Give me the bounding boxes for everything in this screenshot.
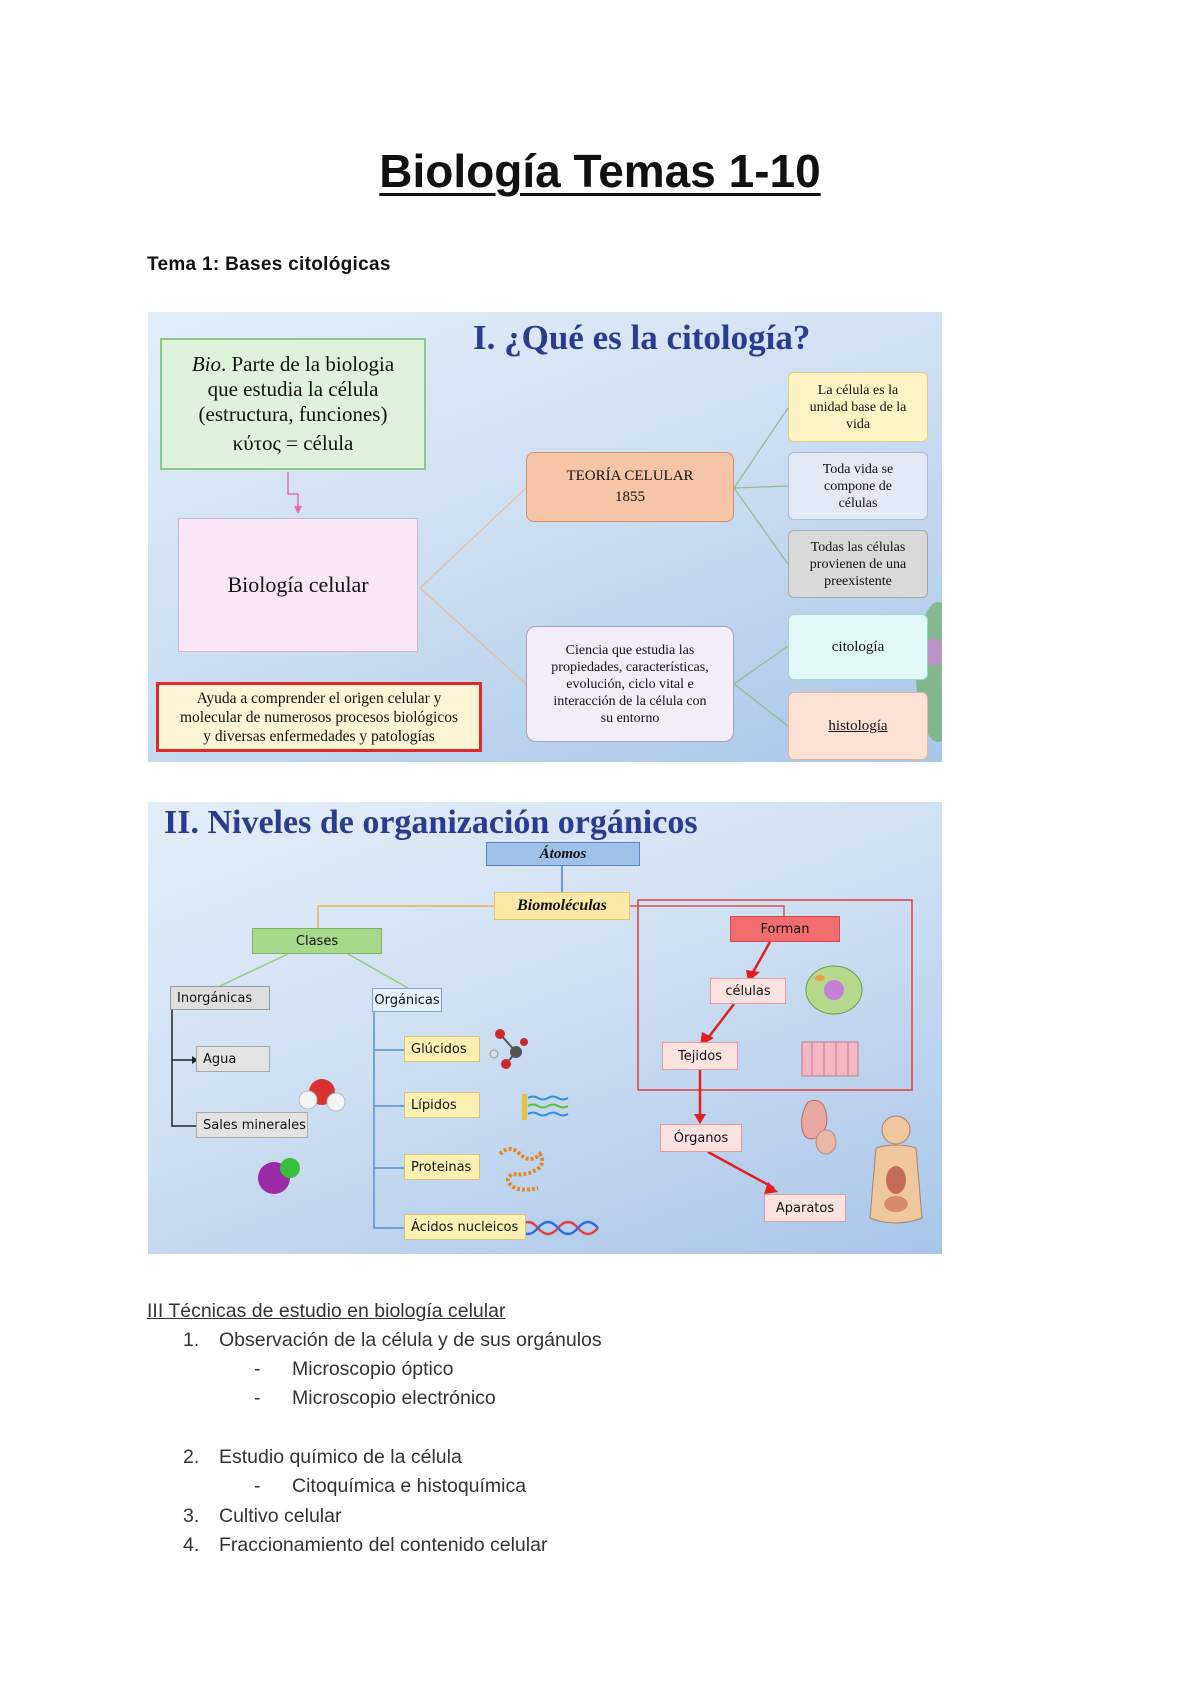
acidos-nucleicos-box: Ácidos nucleicos xyxy=(404,1214,526,1240)
lipid-icon xyxy=(522,1094,568,1120)
section3-heading: III Técnicas de estudio en biología celular xyxy=(147,1300,506,1322)
biologia-celular-box: Biología celular xyxy=(178,518,418,652)
glucidos-box: Glúcidos xyxy=(404,1036,480,1062)
figure-niveles-organizacion xyxy=(148,802,942,1254)
glucose-molecule-icon xyxy=(490,1029,528,1069)
figure2-connectors xyxy=(148,802,942,1254)
salt-molecule-icon xyxy=(258,1158,300,1194)
sales-minerales-box: Sales minerales xyxy=(196,1112,308,1138)
tissue-icon xyxy=(802,1042,858,1076)
figure1-title: I. ¿Qué es la citología? xyxy=(473,318,811,357)
postulado-3-box: Todas las células provienen de una preexistente xyxy=(788,530,928,598)
water-molecule-icon xyxy=(299,1079,345,1111)
histologia-box: histología xyxy=(788,692,928,760)
human-body-icon xyxy=(870,1116,922,1223)
ayuda-box: Ayuda a comprender el origen celular y molecular de numerosos procesos biológicos y diversas enfermedades y patologías xyxy=(156,682,482,752)
inorganicas-box: Inorgánicas xyxy=(170,986,270,1010)
dna-helix-icon xyxy=(518,1222,598,1234)
figure2-title: II. Niveles de organización orgánicos xyxy=(164,804,698,841)
lipidos-box: Lípidos xyxy=(404,1092,480,1118)
bio-definition-box: Bio. Parte de la biologia que estudia la célula (estructura, funciones) κύτος = célula xyxy=(160,338,426,470)
citologia-box: citología xyxy=(788,614,928,680)
organ-icon xyxy=(802,1100,836,1154)
ciencia-box: Ciencia que estudia las propiedades, características, evolución, ciclo vital e interacción de la célula con su entorno xyxy=(526,626,734,742)
teoria-celular-box: TEORÍA CELULAR 1855 xyxy=(526,452,734,522)
protein-chain-icon xyxy=(500,1149,542,1190)
forman-box: Forman xyxy=(730,916,840,942)
clases-box: Clases xyxy=(252,928,382,954)
postulado-2-box: Toda vida se compone de células xyxy=(788,452,928,520)
postulado-1-box: La célula es la unidad base de la vida xyxy=(788,372,928,442)
document-title: Biología Temas 1-10 xyxy=(379,145,821,197)
aparatos-box: Aparatos xyxy=(764,1194,846,1222)
biomoleculas-box: Biomoléculas xyxy=(494,892,630,920)
organos-box: Órganos xyxy=(660,1124,742,1152)
celulas-box: células xyxy=(710,978,786,1004)
tema-heading: Tema 1: Bases citológicas xyxy=(147,254,391,275)
tejidos-box: Tejidos xyxy=(662,1042,738,1070)
agua-box: Agua xyxy=(196,1046,270,1072)
cell-icon xyxy=(806,966,862,1014)
atomos-box: Átomos xyxy=(486,842,640,866)
proteinas-box: Proteinas xyxy=(404,1154,480,1180)
organicas-box: Orgánicas xyxy=(372,988,442,1012)
figure-citologia xyxy=(148,312,942,762)
